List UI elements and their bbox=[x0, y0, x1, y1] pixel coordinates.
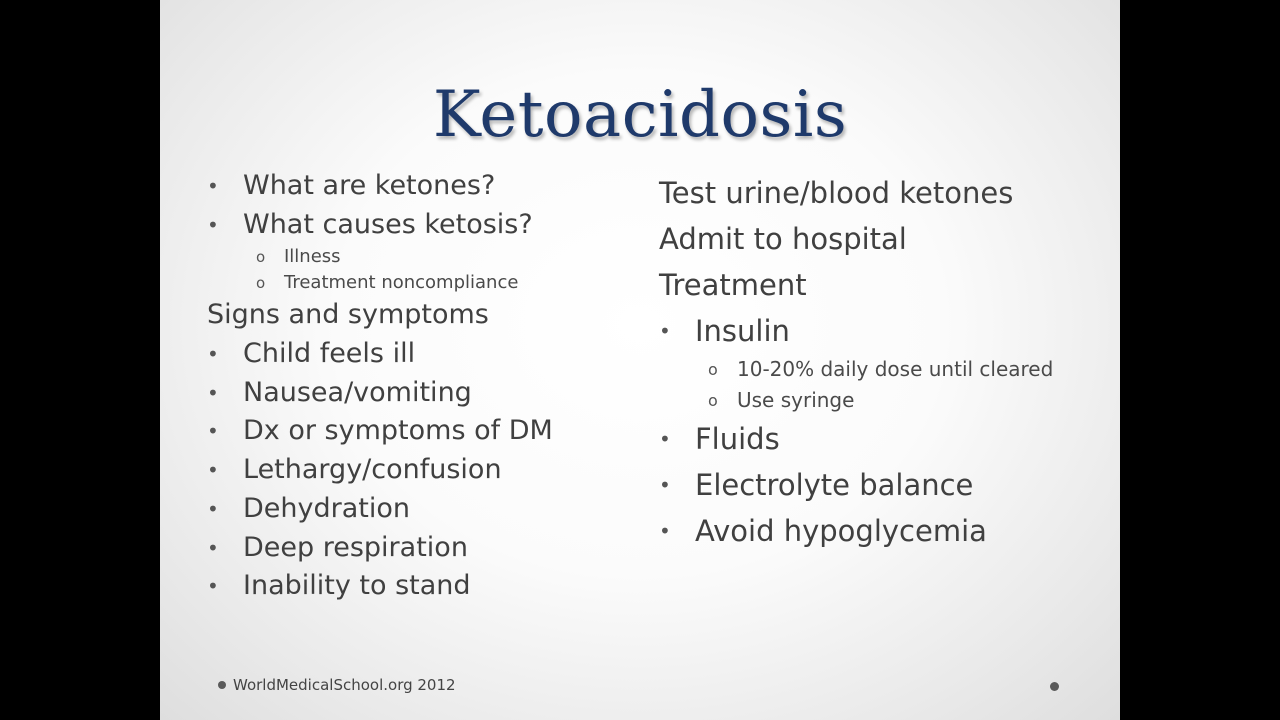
bullet-icon: • bbox=[207, 380, 219, 405]
bullet-text: Inability to stand bbox=[243, 570, 471, 602]
footer-dot-icon bbox=[218, 681, 226, 689]
bullet-text: Child feels ill bbox=[243, 338, 416, 370]
footer-text: WorldMedicalSchool.org 2012 bbox=[233, 676, 456, 694]
bullet-icon: • bbox=[659, 319, 671, 343]
step-heading: Test urine/blood ketones bbox=[659, 176, 1014, 210]
sub-bullet-text: 10-20% daily dose until cleared bbox=[737, 357, 1054, 381]
bullet-icon: • bbox=[207, 419, 219, 444]
bullet-text: Dx or symptoms of DM bbox=[243, 415, 553, 447]
bullet-item bbox=[207, 567, 627, 606]
bullet-text: Dehydration bbox=[243, 492, 410, 524]
sub-bullet-text: Treatment noncompliance bbox=[284, 272, 519, 294]
sub-bullet-icon: o bbox=[708, 391, 718, 410]
sub-bullet-item bbox=[659, 354, 1099, 385]
step-heading: Treatment bbox=[659, 268, 807, 302]
footer bbox=[218, 676, 456, 694]
bullet-text: Nausea/vomiting bbox=[243, 376, 472, 408]
sub-bullet-item bbox=[207, 244, 627, 270]
bullet-icon: • bbox=[207, 496, 219, 521]
bullet-item bbox=[207, 167, 627, 206]
bullet-text: What causes ketosis? bbox=[243, 208, 533, 240]
step-heading: Admit to hospital bbox=[659, 222, 907, 256]
bullet-item bbox=[207, 374, 627, 413]
sub-bullet-icon: o bbox=[256, 274, 266, 293]
bullet-icon: • bbox=[207, 535, 219, 560]
bullet-item bbox=[207, 529, 627, 568]
sub-bullet-text: Use syringe bbox=[737, 388, 855, 412]
bullet-text: Insulin bbox=[695, 314, 790, 348]
sub-bullet-item bbox=[207, 270, 627, 296]
sub-bullet-item bbox=[659, 385, 1099, 416]
bullet-item bbox=[207, 412, 627, 451]
bullet-text: What are ketones? bbox=[243, 170, 496, 201]
bullet-item bbox=[659, 308, 1099, 354]
slide bbox=[160, 0, 1120, 720]
bullet-icon: • bbox=[659, 427, 671, 451]
bullet-icon: • bbox=[659, 473, 671, 497]
bullet-icon: • bbox=[207, 342, 219, 367]
bullet-icon: • bbox=[207, 574, 219, 599]
bullet-item bbox=[207, 451, 627, 490]
bullet-icon: • bbox=[207, 212, 219, 237]
bullet-item bbox=[207, 206, 627, 245]
sub-bullet-icon: o bbox=[708, 360, 718, 379]
sub-bullet-icon: o bbox=[256, 248, 266, 267]
bullet-item bbox=[659, 508, 1099, 554]
bullet-text: Deep respiration bbox=[243, 531, 468, 563]
slide-dot-icon bbox=[1050, 682, 1059, 691]
bullet-item bbox=[207, 490, 627, 529]
bullet-text: Fluids bbox=[695, 422, 780, 456]
bullet-item bbox=[659, 416, 1099, 462]
bullet-item bbox=[207, 335, 627, 374]
slide-title: Ketoacidosis bbox=[432, 78, 848, 152]
bullet-icon: • bbox=[659, 519, 671, 543]
section-heading: Signs and symptoms bbox=[207, 299, 489, 331]
bullet-text: Electrolyte balance bbox=[695, 468, 974, 502]
bullet-text: Avoid hypoglycemia bbox=[695, 514, 987, 548]
bullet-text: Lethargy/confusion bbox=[243, 454, 502, 486]
sub-bullet-text: Illness bbox=[284, 246, 341, 268]
right-column bbox=[659, 170, 1099, 554]
bullet-icon: • bbox=[207, 174, 219, 198]
bullet-item bbox=[659, 462, 1099, 508]
bullet-icon: • bbox=[207, 458, 219, 483]
left-column bbox=[207, 167, 627, 606]
